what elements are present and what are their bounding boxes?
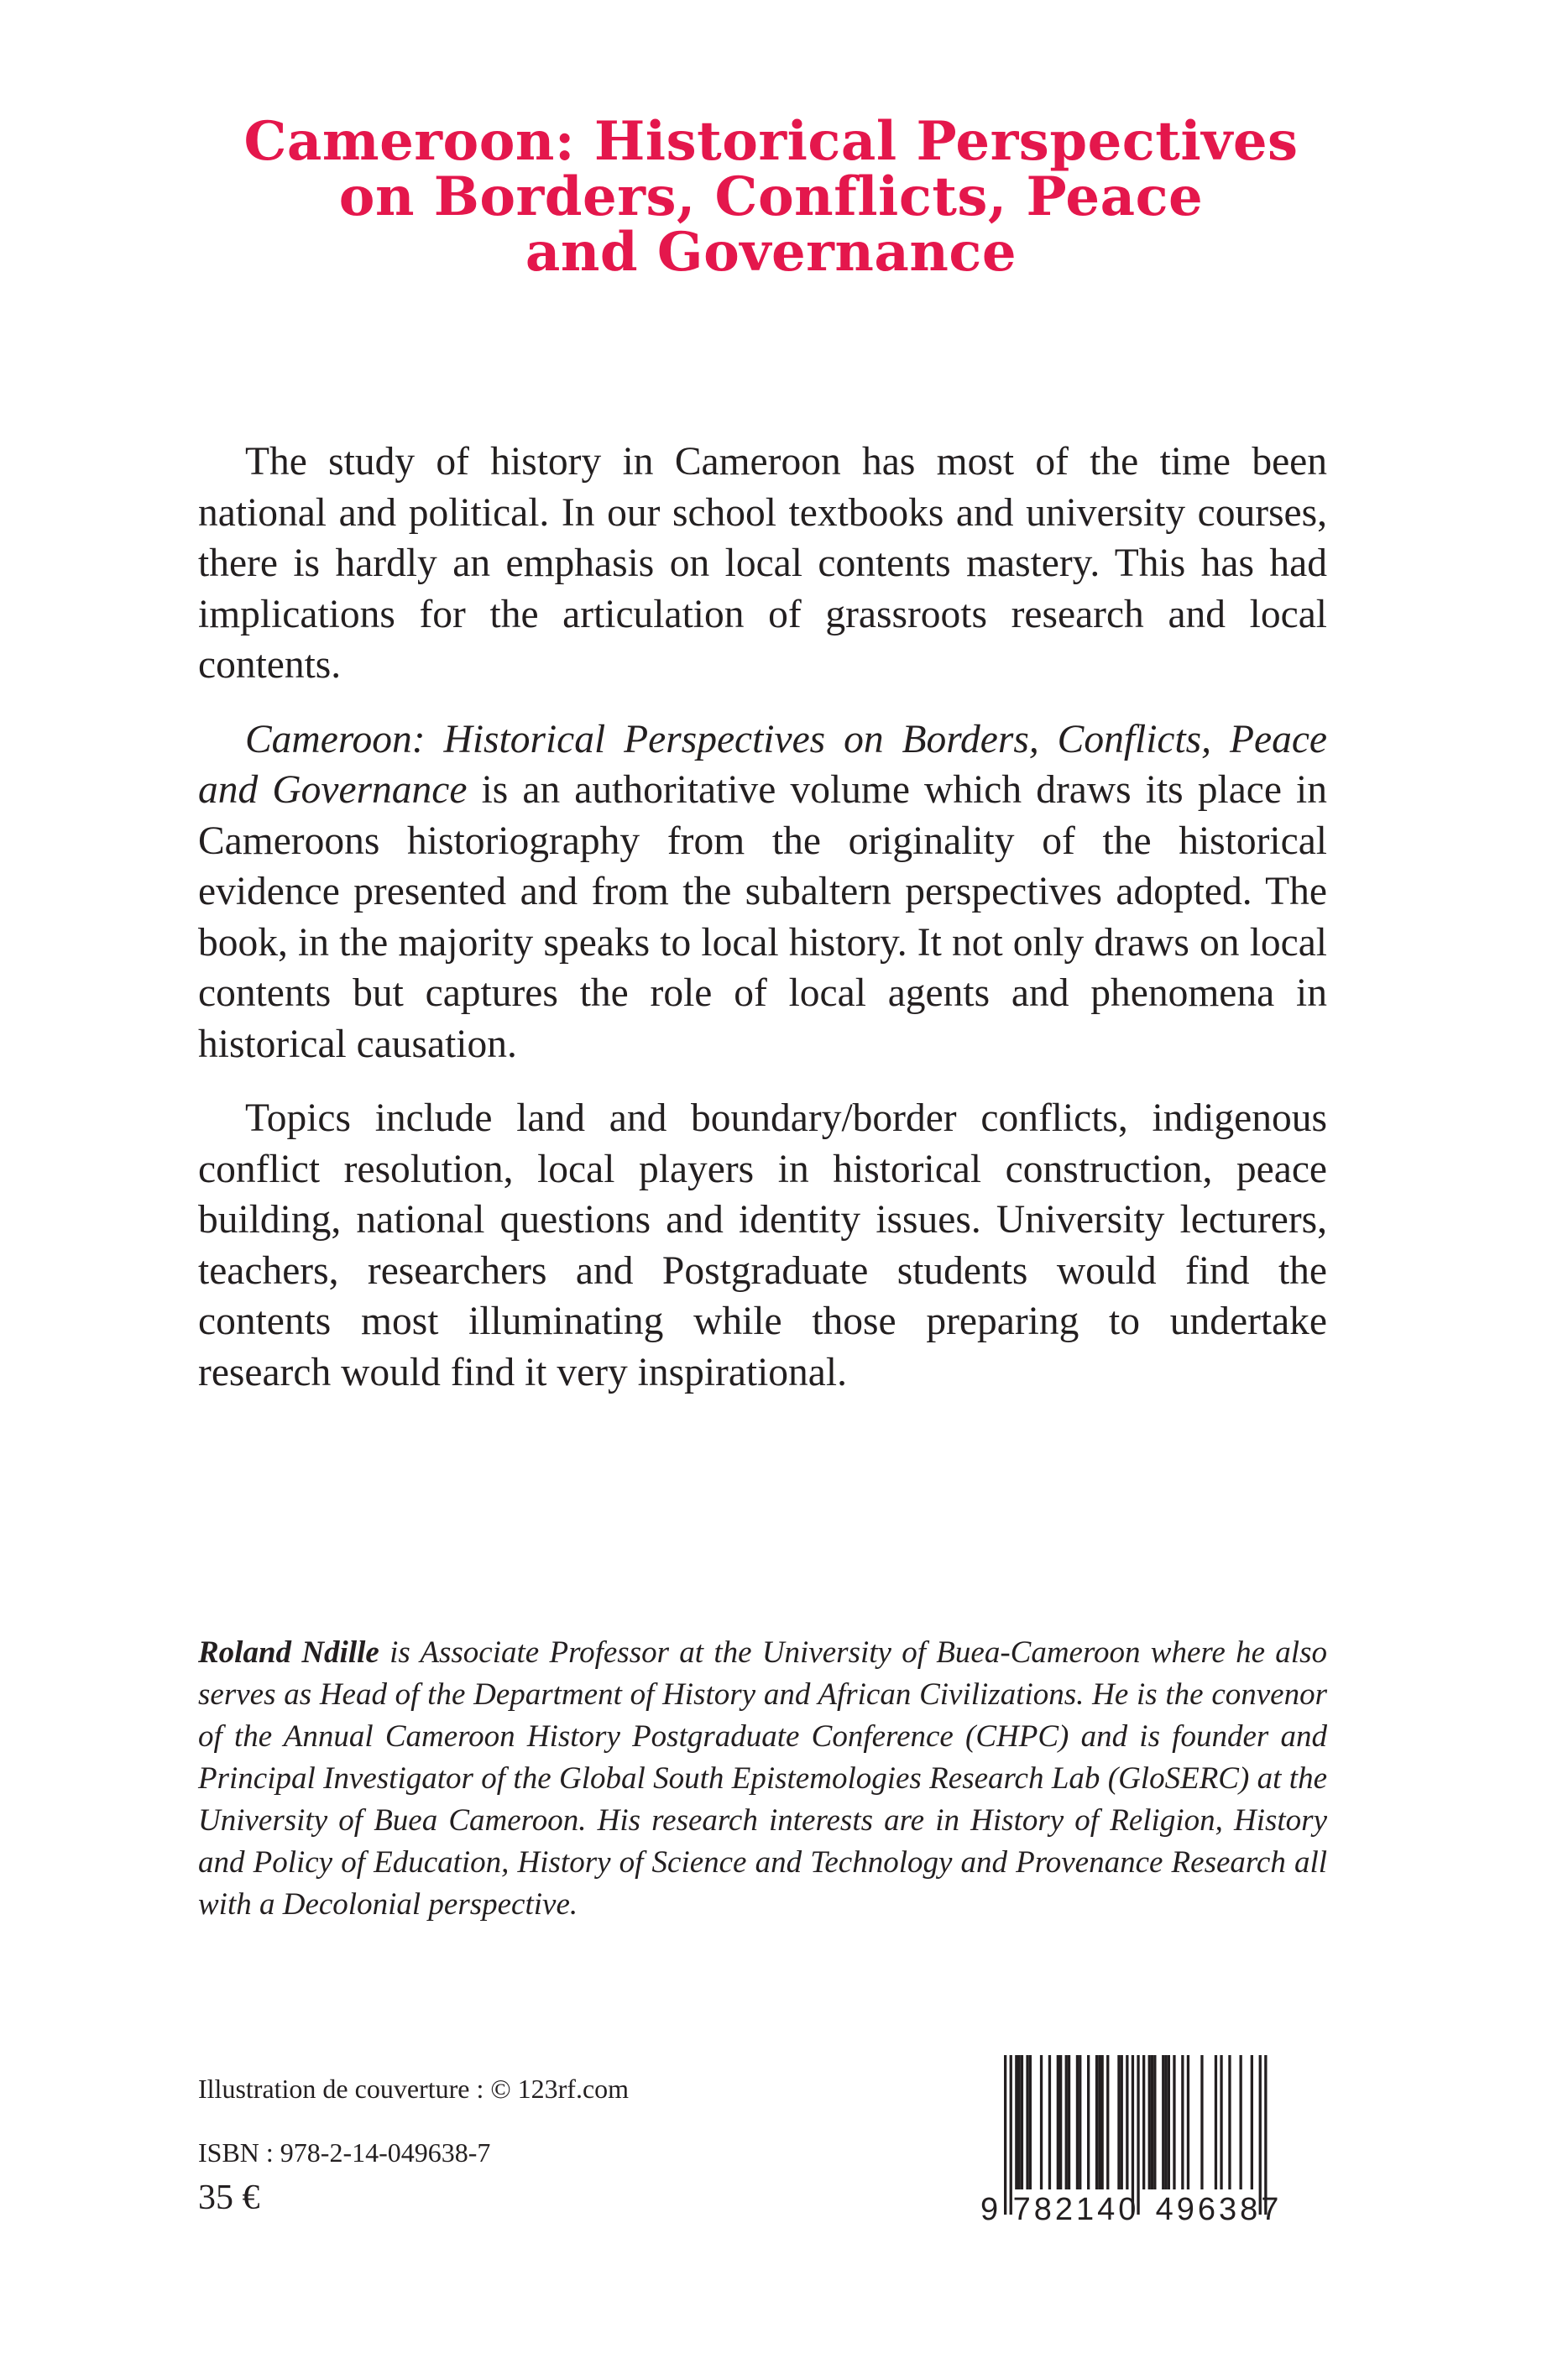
barcode-bar [1010,2055,1012,2215]
author-name: Roland Ndille [198,1635,379,1670]
blurb-paragraph-3: Topics include land and boundary/border conflicts, indigenous conflict resolution, local players in historical construction, peace building, national questions and identity issues. University lecturers, teachers, researchers and Postgraduate students would find the contents most illuminating while those preparing to undertake research would find it very inspirational. [198,1096,1327,1394]
blurb-paragraph-2-text: is an authoritative volume which draws its place in Cameroons historiography from the originality of the historical evidence presented and from the subaltern perspectives adopted. The book, in the majority speaks to local history. It not only draws on local contents but captures the role of local agents and phenomena in historical causation. [198,768,1327,1066]
barcode-bar [1021,2055,1023,2189]
barcode-bar [1018,2055,1021,2189]
barcode-bar [1215,2055,1217,2189]
barcode-bar [1117,2055,1120,2189]
barcode-bar [1087,2055,1090,2189]
book-title [0,110,1542,284]
barcode-bar [1106,2055,1109,2189]
barcode-bar [1153,2055,1156,2189]
barcode-bar [1095,2055,1098,2189]
barcode-bar [1181,2055,1184,2189]
barcode-bar [1251,2055,1253,2189]
barcode-bar [1004,2055,1006,2215]
barcode-bar [1264,2055,1267,2215]
barcode-digits-left: 782140 [1012,2192,1140,2223]
barcode-bar [1148,2055,1151,2189]
title-line-2: on Borders, Conflicts, Peace [338,165,1204,228]
cover-credit: Illustration de couverture : © 123rf.com [198,2074,630,2104]
barcode-bar [1040,2055,1043,2189]
barcode-bar [1079,2055,1081,2189]
barcode-bar [1187,2055,1189,2189]
barcode [974,2055,1309,2223]
barcode-bar [1126,2055,1128,2189]
barcode-bars [1004,2055,1268,2215]
barcode-bar [1168,2055,1170,2189]
title-line-3: and Governance [525,221,1017,284]
barcode-bar [1240,2055,1242,2189]
barcode-bar [1121,2055,1123,2189]
barcode-bar [1137,2055,1139,2215]
barcode-bar [1057,2055,1059,2189]
barcode-bar [1151,2055,1153,2189]
barcode-bar [1162,2055,1164,2189]
barcode-bar [1029,2055,1032,2189]
barcode-bar [1200,2055,1203,2189]
barcode-bar [1048,2055,1051,2189]
barcode-digits-right: 496387 [1155,2192,1283,2223]
blurb-paragraph-1: The study of history in Cameroon has most of the time been national and political. In our school textbooks and university courses, there is hardly an emphasis on local contents mastery. This has had implications for the articulation of grassroots research and local contents. [198,440,1327,687]
author-bio [198,1632,1327,1926]
blurb-book-title-italic: Cameroon: Historical Perspectives on Borders, Conflicts, Peace and Governance [198,717,1327,812]
isbn: ISBN : 978-2-14-049638-7 [198,2137,491,2168]
title-line-1: Cameroon: Historical Perspectives [243,110,1299,173]
barcode-bar [1220,2055,1222,2189]
barcode-bar [1101,2055,1104,2189]
barcode-bar [1015,2055,1017,2189]
barcode-bar [1059,2055,1062,2189]
barcode-bar [1076,2055,1079,2189]
barcode-bar [1068,2055,1070,2189]
barcode-bar [1026,2055,1028,2189]
barcode-bar [1142,2055,1145,2189]
barcode-digit-first: 9 [980,2192,999,2223]
barcode-bar [1173,2055,1175,2189]
author-bio-text: is Associate Professor at the University of Buea-Cameroon where he also serves as Head of the Department of History and African Civilizations. He is the convenor of the Annual Cameroon History Postgraduate Conference (CHPC) and is founder and Principal Investigator of the Global South Epistemologies Research Lab (GloSERC) at the University of Buea Cameroon. His research interests are in History of Religion, History and Policy of Education, History of Science and Technology and Provenance Research all with a Decolonial perspective. [198,1635,1327,1922]
barcode-bar [1065,2055,1068,2189]
barcode-bar [1259,2055,1262,2215]
price: 35 € [198,2179,260,2217]
blurb-paragraph-2 [198,714,1327,1070]
barcode-bar [1164,2055,1167,2189]
blurb [198,437,1327,1421]
barcode-bar [1132,2055,1134,2215]
barcode-bar [1098,2055,1100,2189]
barcode-bar [1228,2055,1231,2189]
